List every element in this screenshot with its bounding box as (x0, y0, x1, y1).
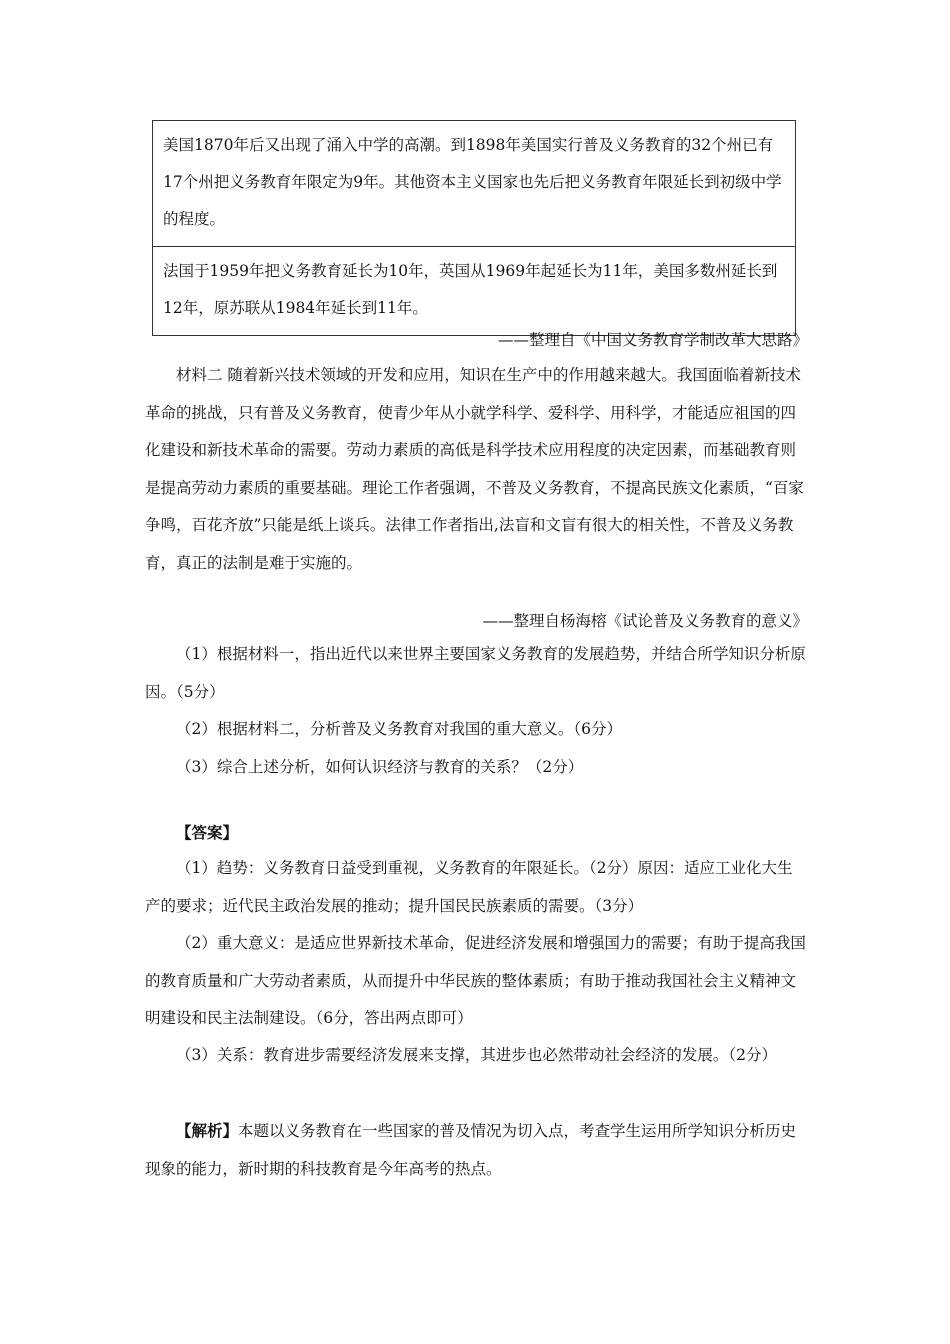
answer-2: （2）重大意义：是适应世界新技术革命，促进经济发展和增强国力的需要；有助于提高我国的教育质量和广大劳动者素质，从而提升中华民族的整体素质；有助于推动我国社会主义精神文明建设和民主法制建设。（6分，答出两点即可） (145, 934, 806, 1027)
table-row: 美国1870年后又出现了涌入中学的高潮。到1898年美国实行普及义务教育的32个州已有17个州把义务教育年限定为9年。其他资本主义国家也先后把义务教育年限延长到初级中学的程度。 (163, 136, 782, 228)
question-1: （1）根据材料一，指出近代以来世界主要国家义务教育的发展趋势，并结合所学知识分析原因。（5分） (145, 645, 806, 701)
source-citation-2: ——整理自杨海榕《试论普及义务教育的意义》 (482, 612, 808, 630)
analysis-paragraph (145, 1112, 807, 1188)
material-two-paragraph: 材料二 随着新兴技术领域的开发和应用，知识在生产中的作用越来越大。我国面临着新技术革命的挑战，只有普及义务教育，使青少年从小就学科学、爱科学、用科学，才能适应祖国的四化建设和新技术革命的需要。劳动力素质的高低是科学技术应用程度的决定因素，而基础教育则是提高劳动力素质的重要基础。理论工作者强调，不普及义务教育，不提高民族文化素质，“百家争鸣，百花齐放”只能是纸上谈兵。法律工作者指出,法盲和文盲有很大的相关性，不普及义务教育，真正的法制是难于实施的。 (145, 366, 804, 572)
answer-heading: 【答案】 (176, 823, 239, 842)
table-row: 法国于1959年把义务教育延长为10年，英国从1969年起延长为11年，美国多数州延长到12年，原苏联从1984年延长到11年。 (153, 246, 795, 335)
analysis-heading: 【解析】 (176, 1121, 239, 1140)
analysis-text: 本题以义务教育在一些国家的普及情况为切入点，考查学生运用所学知识分析历史现象的能力，新时期的科技教育是今年高考的热点。 (145, 1122, 797, 1178)
source-citation-1: ——整理自《中国义务教育学制改革大思路》 (497, 331, 808, 349)
question-3: （3）综合上述分析，如何认识经济与教育的关系？（2分） (176, 758, 584, 776)
question-2: （2）根据材料二，分析普及义务教育对我国的重大意义。（6分） (176, 720, 622, 738)
answer-3: （3）关系：教育进步需要经济发展来支撑，其进步也必然带动社会经济的发展。（2分） (176, 1046, 777, 1064)
answer-1: （1）趋势：义务教育日益受到重视，义务教育的年限延长。（2分）原因：适应工业化大生产的要求；近代民主政治发展的推动；提升国民民族素质的需要。（3分） (145, 859, 793, 915)
material-one-table (152, 120, 796, 336)
